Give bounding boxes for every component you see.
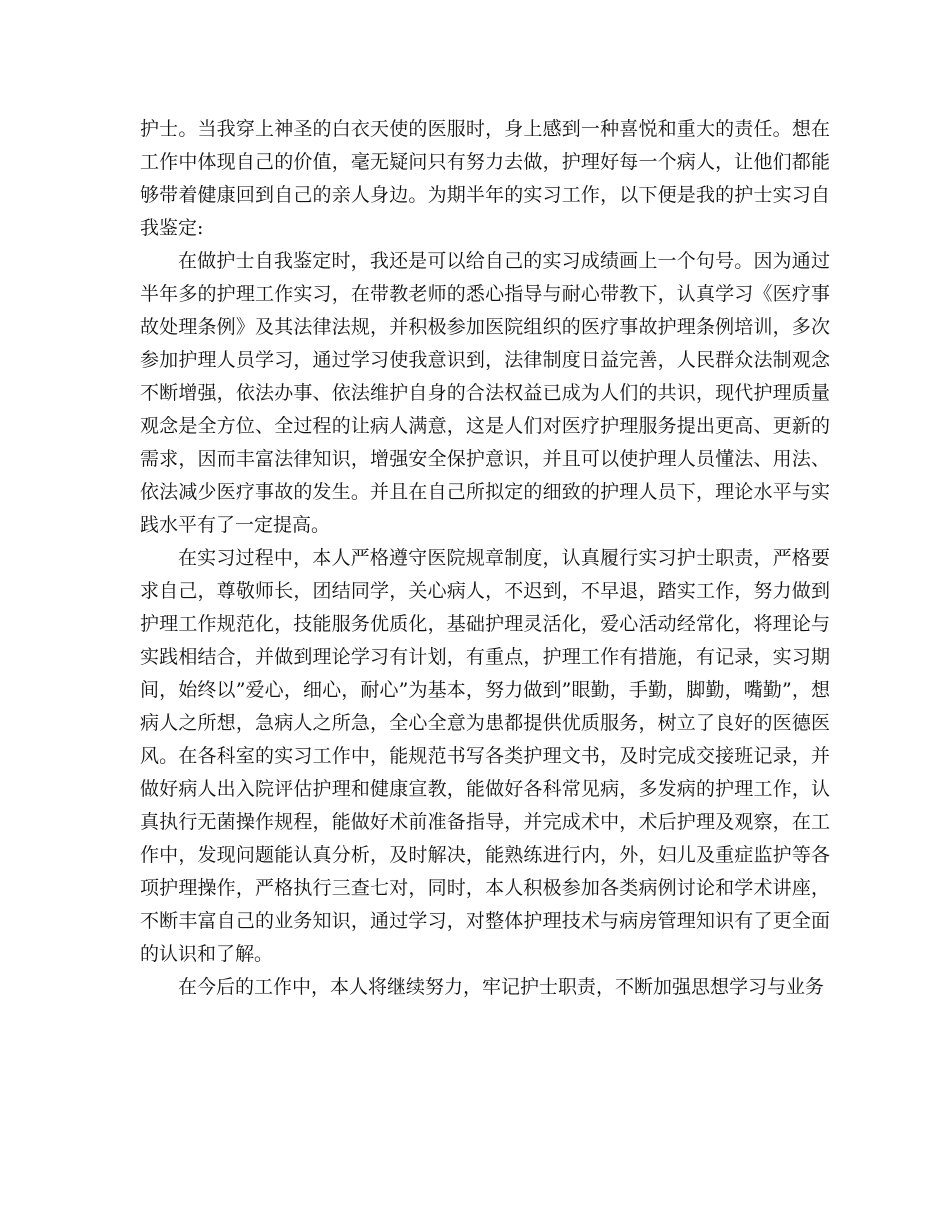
- paragraph-self-assessment: 在做护士自我鉴定时，我还是可以给自己的实习成绩画上一个句号。因为通过半年多的护理工作实习，在带教老师的悉心指导与耐心带教下，认真学习《医疗事故处理条例》及其法律法规，并积极参加医院组织的医疗事故护理条例培训，多次参加护理人员学习，通过学习使我意识到，法律制度日益完善，人民群众法制观念不断增强，依法办事、依法维护自身的合法权益已成为人们的共识，现代护理质量观念是全方位、全过程的让病人满意，这是人们对医疗护理服务提出更高、更新的需求，因而丰富法律知识，增强安全保护意识，并且可以使护理人员懂法、用法、依法减少医疗事故的发生。并且在自己所拟定的细致的护理人员下，理论水平与实践水平有了一定提高。: [140, 250, 830, 536]
- paragraph-internship-process: 在实习过程中，本人严格遵守医院规章制度，认真履行实习护士职责，严格要求自己，尊敬师长，团结同学，关心病人，不迟到，不早退，踏实工作，努力做到护理工作规范化，技能服务优质化，基础护理灵活化，爱心活动经常化，将理论与实践相结合，并做到理论学习有计划，有重点，护理工作有措施，有记录，实习期间，始终以”爱心，细心，耐心”为基本，努力做到”眼勤，手勤，脚勤，嘴勤”，想病人之所想，急病人之所急，全心全意为患都提供优质服务，树立了良好的医德医风。在各科室的实习工作中，能规范书写各类护理文书，及时完成交接班记录，并做好病人出入院评估护理和健康宣教，能做好各科常见病，多发病的护理工作，认真执行无菌操作规程，能做好术前准备指导，并完成术中，术后护理及观察，在工作中，发现问题能认真分析，及时解决，能熟练进行内，外，妇儿及重症监护等各项护理操作，严格执行三查七对，同时，本人积极参加各类病例讨论和学术讲座，不断丰富自己的业务知识，通过学习，对整体护理技术与病房管理知识有了更全面的认识和了解。: [140, 547, 830, 965]
- document-body: [140, 113, 830, 1004]
- paragraph-future-work: 在今后的工作中，本人将继续努力，牢记护士职责，不断加强思想学习与业务: [178, 976, 825, 998]
- paragraph-intro: 护士。当我穿上神圣的白衣天使的医服时，身上感到一种喜悦和重大的责任。想在工作中体现自己的价值，毫无疑问只有努力去做，护理好每一个病人，让他们都能够带着健康回到自己的亲人身边。为期半年的实习工作，以下便是我的护士实习自我鉴定:: [140, 118, 830, 239]
